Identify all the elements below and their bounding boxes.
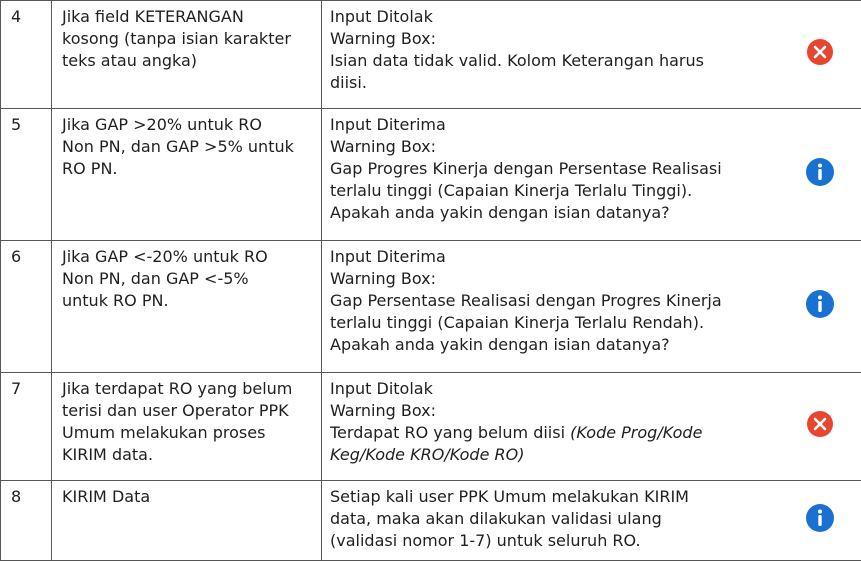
result-line: Input Ditolak xyxy=(330,378,774,400)
condition-line: KIRIM data. xyxy=(62,444,315,466)
status-icon-cell xyxy=(780,373,861,481)
status-icon-cell xyxy=(780,109,861,241)
table-row xyxy=(1,1,861,109)
table-row xyxy=(1,241,861,373)
result-line xyxy=(330,444,774,466)
result-line: Apakah anda yakin dengan isian datanya? xyxy=(330,334,774,356)
condition-cell xyxy=(52,241,322,373)
info-icon xyxy=(804,156,836,188)
result-line: Input Diterima xyxy=(330,114,774,136)
condition-line: Non PN, dan GAP <-5% xyxy=(62,268,315,290)
result-line: Gap Persentase Realisasi dengan Progres Kinerja xyxy=(330,290,774,312)
condition-line: Umum melakukan proses xyxy=(62,422,315,444)
result-line: Warning Box: xyxy=(330,400,774,422)
table-row xyxy=(1,481,861,561)
result-cell xyxy=(322,373,780,481)
condition-cell xyxy=(52,109,322,241)
condition-line: Jika terdapat RO yang belum xyxy=(62,378,315,400)
status-icon-cell xyxy=(780,1,861,109)
condition-line: Non PN, dan GAP >5% untuk xyxy=(62,136,315,158)
row-number: 4 xyxy=(1,1,52,109)
condition-line: Jika GAP <-20% untuk RO xyxy=(62,246,315,268)
condition-line: KIRIM Data xyxy=(62,486,315,508)
result-line: data, maka akan dilakukan validasi ulang xyxy=(330,508,774,530)
condition-line: teks atau angka) xyxy=(62,50,315,72)
status-icon-cell xyxy=(780,241,861,373)
result-line: terlalu tinggi (Capaian Kinerja Terlalu Rendah). xyxy=(330,312,774,334)
result-line: (validasi nomor 1-7) untuk seluruh RO. xyxy=(330,530,774,552)
info-icon xyxy=(804,288,836,320)
result-cell xyxy=(322,109,780,241)
result-text: Terdapat RO yang belum diisi xyxy=(330,423,570,442)
row-number: 5 xyxy=(1,109,52,241)
table-row xyxy=(1,373,861,481)
result-line: Gap Progres Kinerja dengan Persentase Realisasi xyxy=(330,158,774,180)
result-line: Input Diterima xyxy=(330,246,774,268)
result-line: Setiap kali user PPK Umum melakukan KIRIM xyxy=(330,486,774,508)
result-line: Apakah anda yakin dengan isian datanya? xyxy=(330,202,774,224)
condition-cell xyxy=(52,1,322,109)
result-line: Warning Box: xyxy=(330,268,774,290)
result-italic-text: Keg/Kode KRO/Kode RO) xyxy=(330,445,524,464)
error-icon xyxy=(804,408,836,440)
result-line: Warning Box: xyxy=(330,28,774,50)
condition-line: untuk RO PN. xyxy=(62,290,315,312)
result-line xyxy=(330,422,774,444)
result-italic-text: (Kode Prog/Kode xyxy=(570,423,702,442)
condition-cell xyxy=(52,373,322,481)
condition-line: Jika field KETERANGAN xyxy=(62,6,315,28)
result-cell xyxy=(322,481,780,561)
condition-line: Jika GAP >20% untuk RO xyxy=(62,114,315,136)
result-cell xyxy=(322,1,780,109)
row-number: 7 xyxy=(1,373,52,481)
result-line: Isian data tidak valid. Kolom Keterangan harus xyxy=(330,50,774,72)
status-icon-cell xyxy=(780,481,861,561)
condition-line: RO PN. xyxy=(62,158,315,180)
table-row xyxy=(1,109,861,241)
row-number: 6 xyxy=(1,241,52,373)
result-line: Input Ditolak xyxy=(330,6,774,28)
result-line: terlalu tinggi (Capaian Kinerja Terlalu Tinggi). xyxy=(330,180,774,202)
row-number: 8 xyxy=(1,481,52,561)
info-icon xyxy=(804,502,836,534)
result-line: diisi. xyxy=(330,72,774,94)
condition-cell xyxy=(52,481,322,561)
condition-line: kosong (tanpa isian karakter xyxy=(62,28,315,50)
result-cell xyxy=(322,241,780,373)
condition-line: terisi dan user Operator PPK xyxy=(62,400,315,422)
error-icon xyxy=(804,36,836,68)
result-line: Warning Box: xyxy=(330,136,774,158)
